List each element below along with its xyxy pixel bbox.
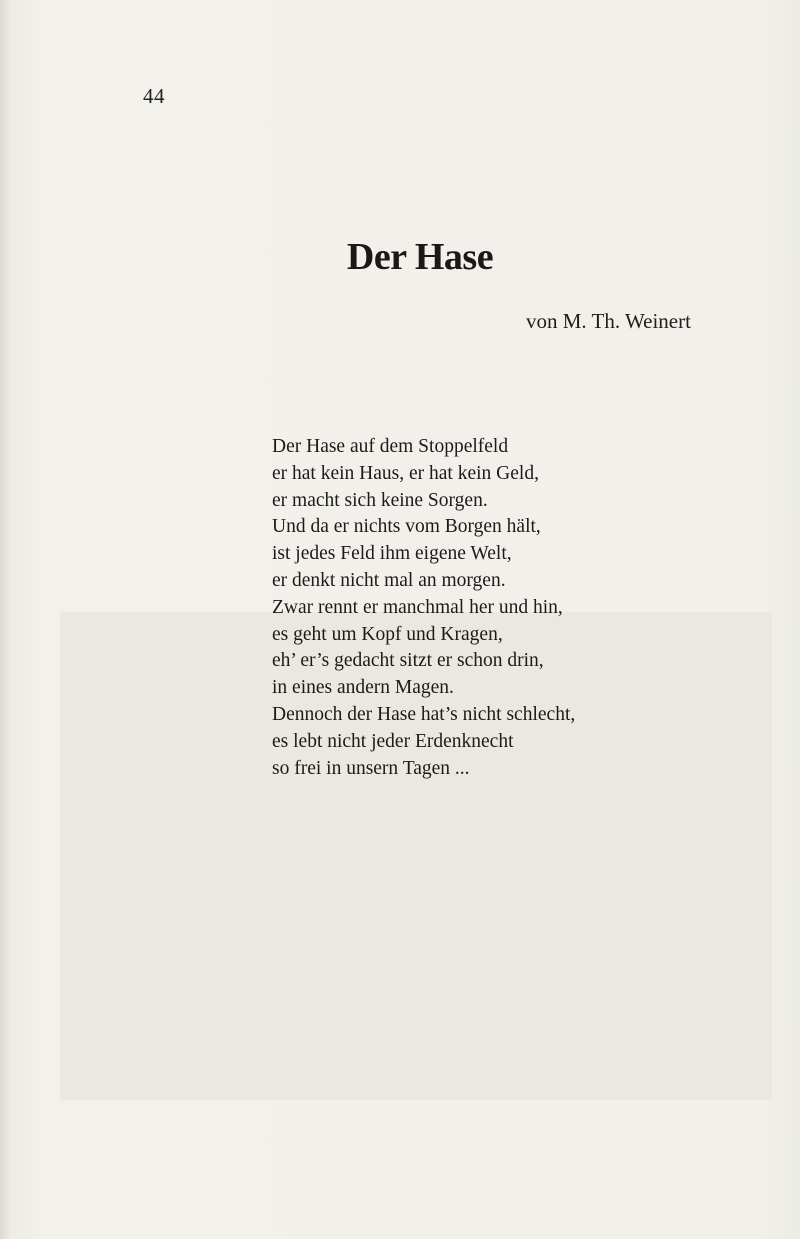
poem-line: es geht um Kopf und Kragen,	[272, 623, 503, 645]
poem-author: von M. Th. Weinert	[526, 309, 691, 333]
poem-text	[272, 434, 672, 782]
poem-line: er denkt nicht mal an morgen.	[272, 569, 506, 591]
poem-line: in eines andern Magen.	[272, 677, 454, 699]
page-binding-edge	[0, 0, 12, 1239]
poem-line: Dennoch der Hase hat’s nicht schlecht,	[272, 703, 576, 725]
poem-title: Der Hase	[346, 236, 494, 278]
poem-line: Der Hase auf dem Stoppelfeld	[272, 436, 509, 457]
poem-line: eh’ er’s gedacht sitzt er schon drin,	[272, 650, 544, 672]
poem-line: Zwar rennt er manchmal her und hin,	[272, 596, 563, 618]
poem-line: es lebt nicht jeder Erdenknecht	[272, 730, 514, 752]
poem-line: Und da er nichts vom Borgen hält,	[272, 516, 541, 538]
poem-line: er macht sich keine Sorgen.	[272, 489, 488, 511]
page-number: 44	[143, 84, 165, 108]
poem-line: er hat kein Haus, er hat kein Geld,	[272, 462, 539, 484]
poem-line: ist jedes Feld ihm eigene Welt,	[272, 543, 512, 565]
poem-line: so frei in unsern Tagen ...	[272, 757, 470, 779]
